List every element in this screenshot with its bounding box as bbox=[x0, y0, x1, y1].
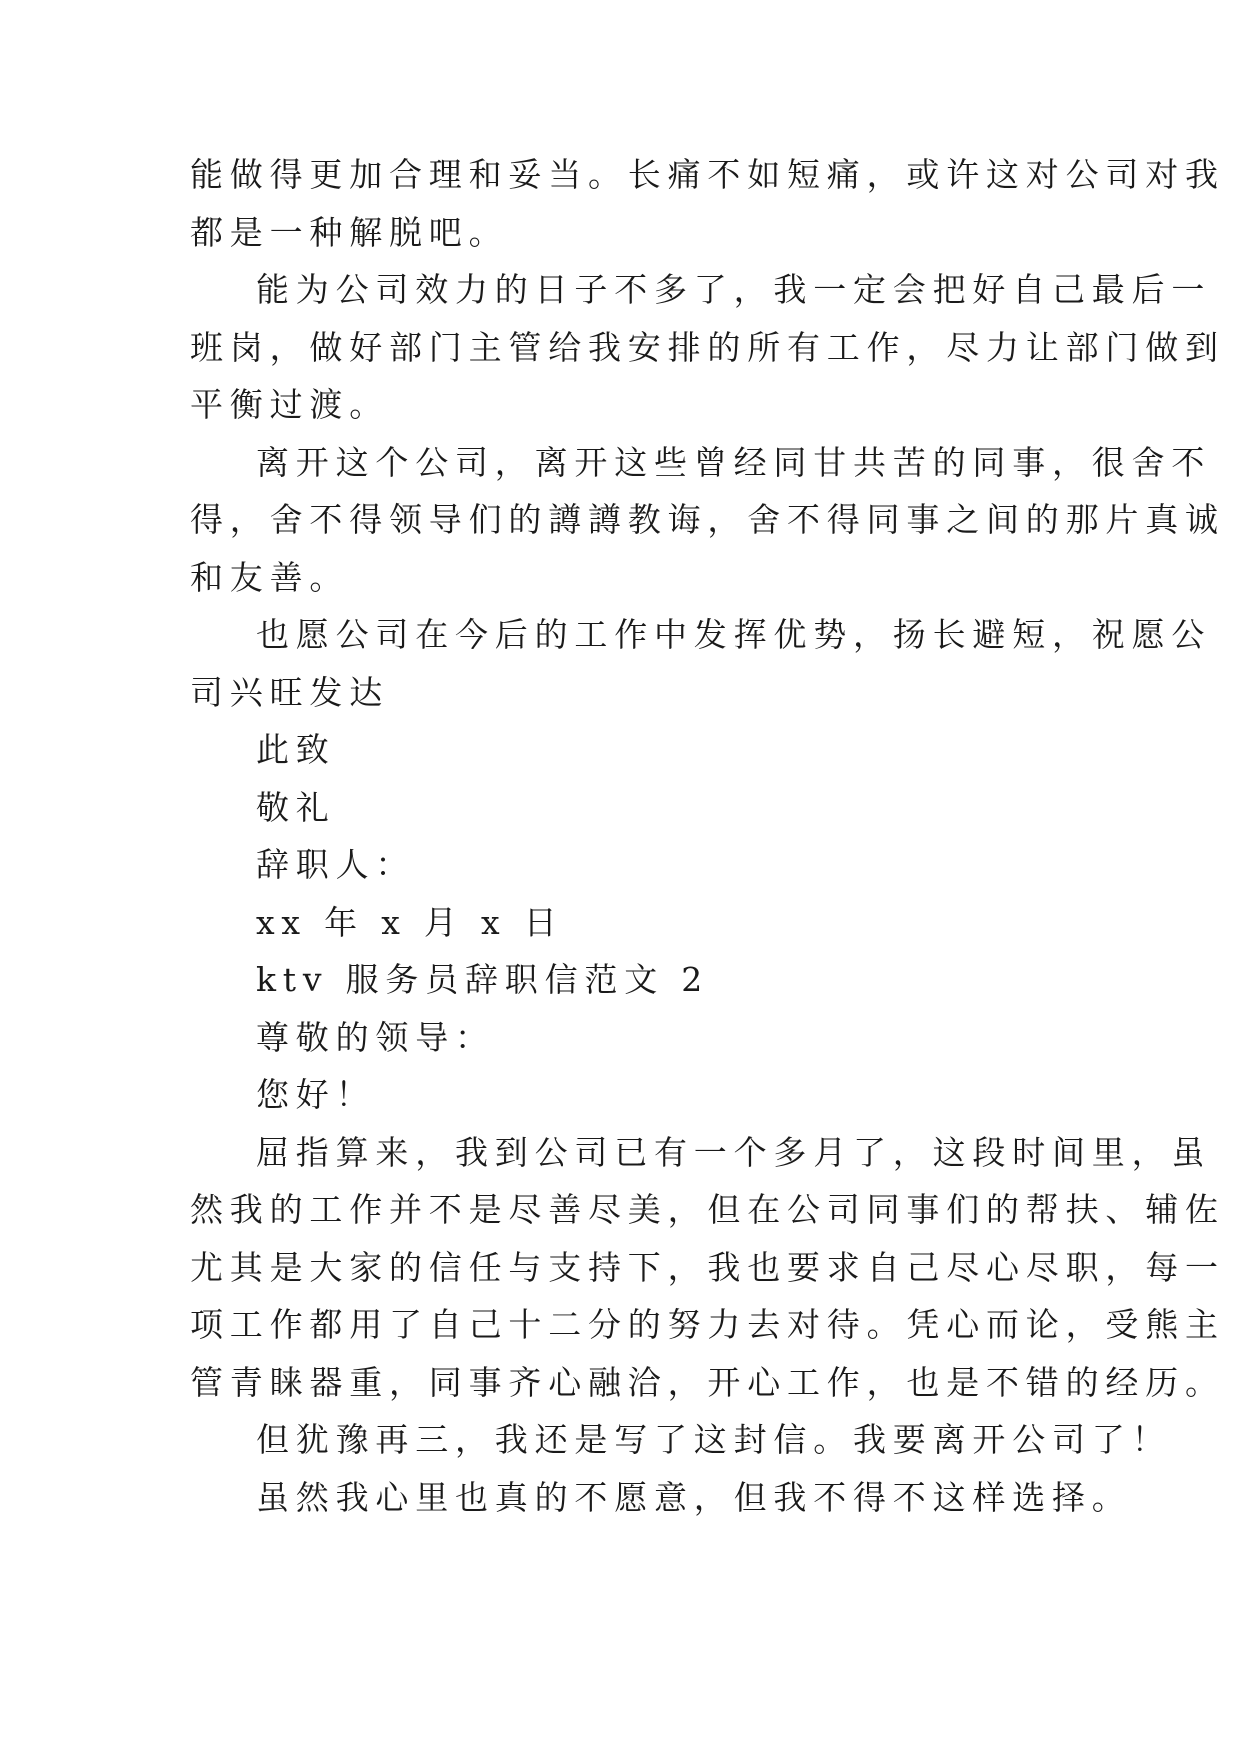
letter-salutation: 尊敬的领导： bbox=[256, 1018, 495, 1057]
paragraph-start-line: 离开这个公司，离开这些曾经同甘共苦的同事，很舍不 bbox=[256, 443, 1212, 482]
closing-line: 此致 bbox=[256, 730, 336, 769]
paragraph-start-line: 也愿公司在今后的工作中发挥优势，扬长避短，祝愿公 bbox=[256, 615, 1212, 654]
greeting-line: 您好！ bbox=[256, 1075, 376, 1114]
signature-label: 辞职人： bbox=[256, 845, 416, 884]
text-line: 和友善。 bbox=[190, 558, 350, 597]
closing-salutation: 敬礼 bbox=[256, 788, 336, 827]
paragraph-start-line: 但犹豫再三，我还是写了这封信。我要离开公司了！ bbox=[256, 1420, 1172, 1459]
section-heading: ktv 服务员辞职信范文 2 bbox=[256, 960, 710, 999]
paragraph-start-line: 屈指算来，我到公司已有一个多月了，这段时间里，虽 bbox=[256, 1133, 1212, 1172]
text-line: 得，舍不得领导们的譐譐教诲，舍不得同事之间的那片真诚 bbox=[190, 500, 1225, 539]
text-line: 都是一种解脱吧。 bbox=[190, 213, 509, 252]
text-line: 项工作都用了自己十二分的努力去对待。凭心而论，受熊主 bbox=[190, 1305, 1225, 1344]
text-line: 管青睐器重，同事齐心融洽，开心工作，也是不错的经历。 bbox=[190, 1363, 1225, 1402]
text-line: 司兴旺发达 bbox=[190, 673, 389, 712]
text-line: 班岗，做好部门主管给我安排的所有工作，尽力让部门做到 bbox=[190, 328, 1225, 367]
text-line: 平衡过渡。 bbox=[190, 385, 389, 424]
paragraph-start-line: 虽然我心里也真的不愿意，但我不得不这样选择。 bbox=[256, 1478, 1132, 1517]
text-line: 然我的工作并不是尽善尽美，但在公司同事们的帮扶、辅佐 bbox=[190, 1190, 1225, 1229]
text-line: 能做得更加合理和妥当。长痛不如短痛，或许这对公司对我 bbox=[190, 155, 1225, 194]
date-line: xx 年 x 月 x 日 bbox=[256, 903, 564, 942]
text-line: 尤其是大家的信任与支持下，我也要求自己尽心尽职，每一 bbox=[190, 1248, 1225, 1287]
paragraph-start-line: 能为公司效力的日子不多了，我一定会把好自己最后一 bbox=[256, 270, 1212, 309]
